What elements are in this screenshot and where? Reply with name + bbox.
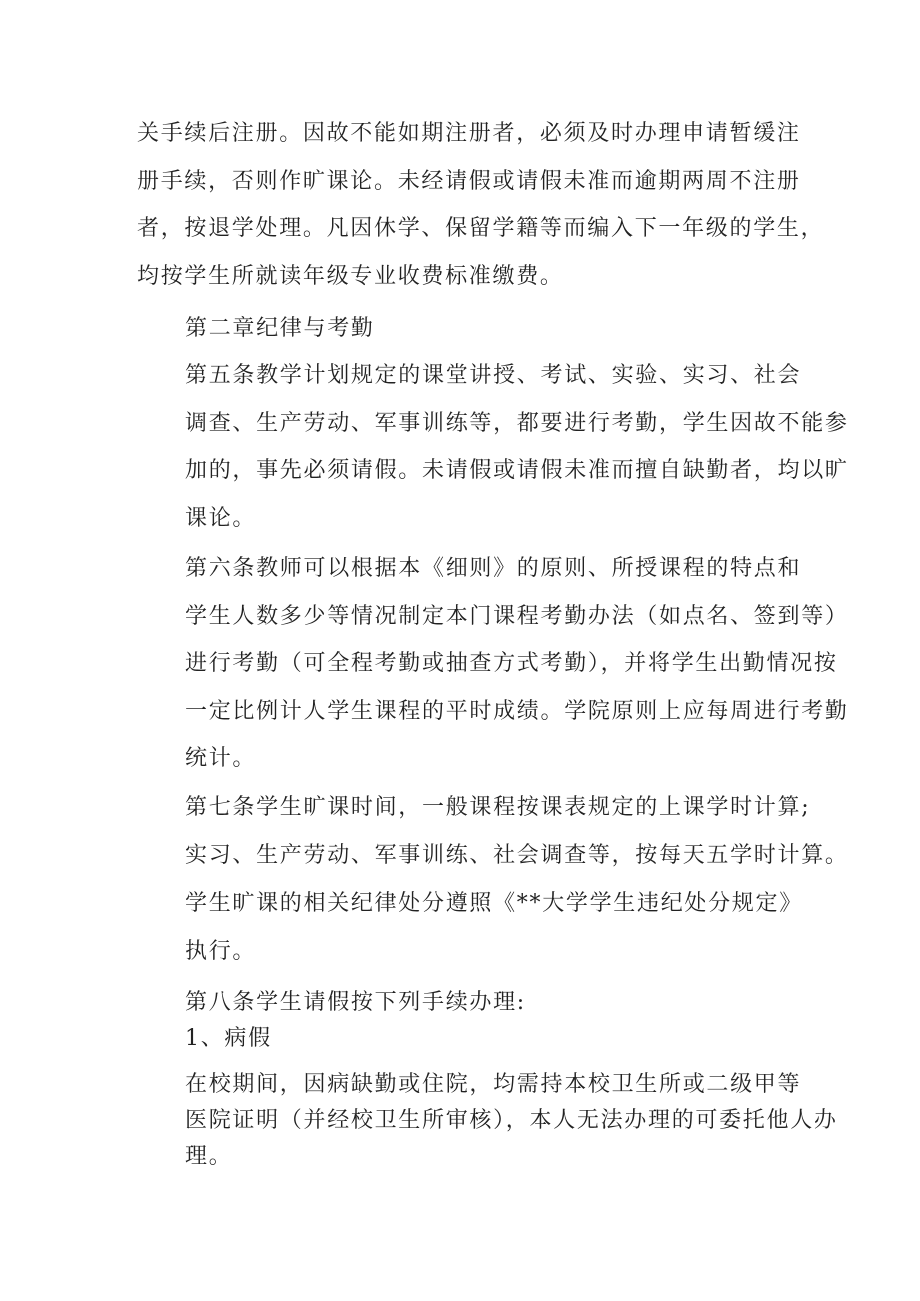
paragraph-registration <box>137 110 825 300</box>
text-line: 理。 <box>185 1144 233 1169</box>
text-line: 加的，事先必须请假。未请假或请假未准而擅自缺勤者，均以旷 <box>185 458 849 483</box>
text-line: 执行。 <box>185 938 257 964</box>
text-line: 册手续，否则作旷课论。未经请假或请假未准而逾期两周不注册 <box>137 168 801 194</box>
text-line: 调查、生产劳动、军事训练等，都要进行考勤，学生因故不能参 <box>185 410 849 436</box>
text-line: 学生人数多少等情况制定本门课程考勤办法（如点名、签到等） <box>185 603 849 629</box>
text-line: 一定比例计人学生课程的平时成绩。学院原则上应每周进行考勤 <box>185 698 849 724</box>
chapter-heading <box>137 305 800 353</box>
text-line: 第五条教学计划规定的课堂讲授、考试、实验、实习、社会 <box>185 363 802 388</box>
text-line: 在校期间，因病缺勤或住院，均需持本校卫生所或二级甲等 <box>185 1072 802 1097</box>
chapter-title: 第二章纪律与考勤 <box>185 316 375 341</box>
text-line: 医院证明（并经校卫生所审核），本人无法办理的可委托他人办 <box>185 1108 838 1133</box>
discipline-paragraph <box>137 880 803 975</box>
text-line: 实习、生产劳动、军事训练、社会调查等，按每天五学时计算。 <box>185 842 849 868</box>
text-line: 第六条教师可以根据本《细则》的原则、所授课程的特点和 <box>185 556 802 581</box>
text-line: 课论。 <box>185 505 257 531</box>
text-line: 第八条学生请假按下列手续办理: <box>185 990 526 1015</box>
text-line: 进行考勤（可全程考勤或抽查方式考勤），并将学生出勤情况按 <box>185 651 838 676</box>
article-5 <box>137 352 849 542</box>
article-6 <box>137 545 849 783</box>
text-line: 均按学生所就读年级专业收费标准缴费。 <box>137 263 564 289</box>
text-line: 第七条学生旷课时间，一般课程按课表规定的上课学时计算; <box>185 795 811 820</box>
sick-leave-paragraph <box>137 1067 838 1175</box>
text-line: 关手续后注册。因故不能如期注册者，必须及时办理申请暂缓注 <box>137 121 801 146</box>
list-item-sick-leave: 1、病假 <box>185 1026 272 1051</box>
article-7 <box>137 784 849 879</box>
article-8 <box>137 985 800 1057</box>
text-line: 统计。 <box>185 746 257 771</box>
text-line: 者，按退学处理。凡因休学、保留学籍等而编入下一年级的学生， <box>137 216 825 241</box>
text-line: 学生旷课的相关纪律处分遵照《**大学学生违纪处分规定》 <box>185 891 803 916</box>
